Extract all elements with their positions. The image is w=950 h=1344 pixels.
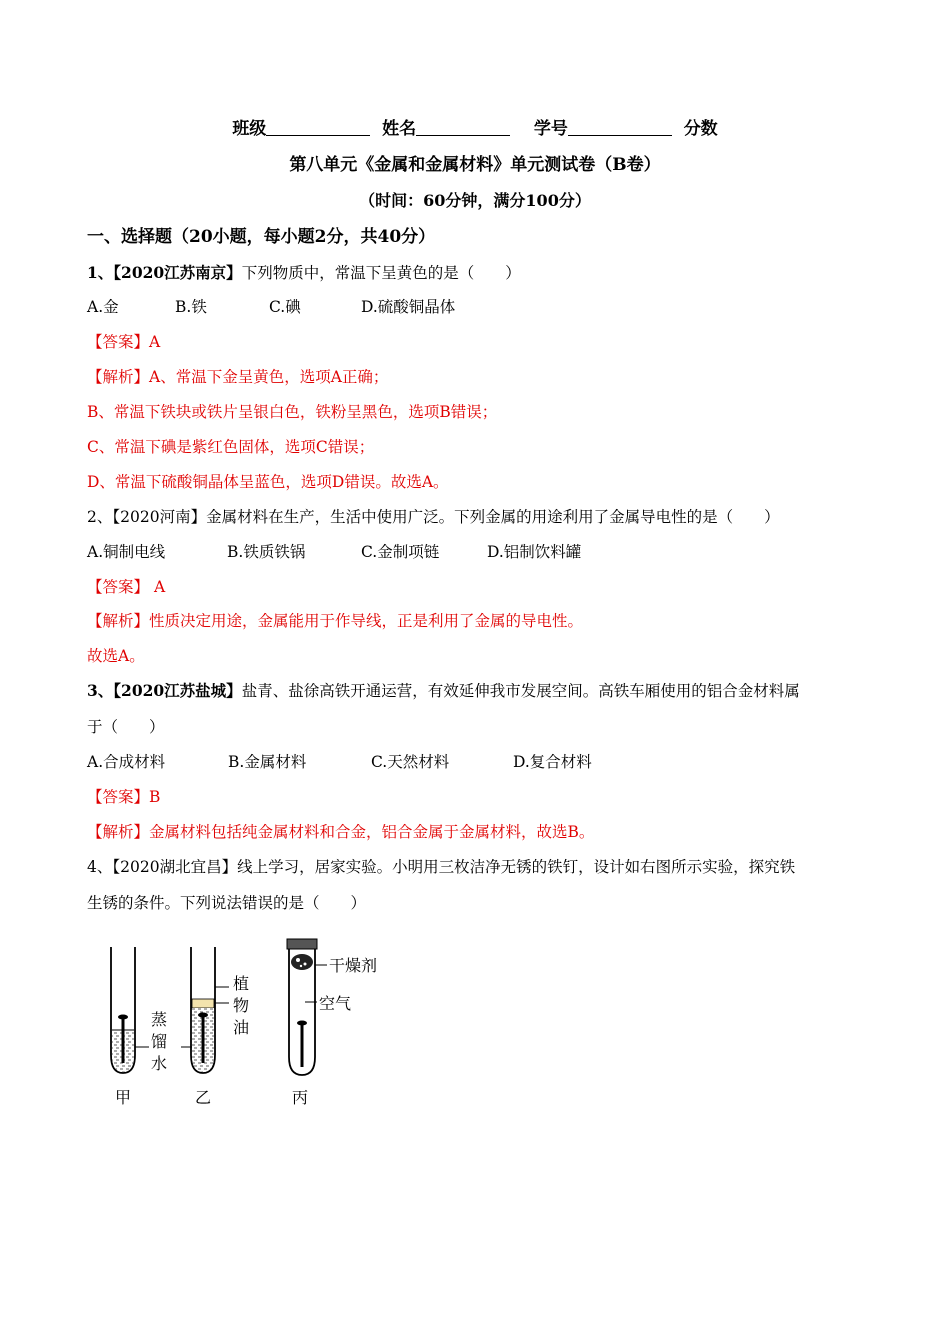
name-blank[interactable] [416, 119, 510, 136]
q1-answer [87, 331, 160, 353]
score-label: 分数 [683, 119, 718, 139]
tube-label-bing: 丙 [292, 1088, 309, 1107]
q1-answer-value: A [149, 333, 161, 351]
rust-experiment-figure [95, 935, 415, 1115]
q1-options [87, 296, 455, 318]
q1-option-a[interactable]: A.金 [87, 298, 119, 316]
q2-answer-label: 【答案】 [87, 578, 150, 596]
q3-analysis-label: 【解析】 [87, 823, 150, 841]
q2-options [87, 541, 581, 563]
label-oil-2: 物 [233, 996, 250, 1015]
q3-analysis [87, 821, 594, 843]
q3-stem-line1 [87, 680, 800, 702]
q2-analysis-text: 性质决定用途，金属能用于作导线，正是利用了金属的导电性。 [149, 612, 584, 630]
q3-option-d[interactable]: D.复合材料 [513, 753, 592, 771]
vegetable-oil-layer [192, 999, 214, 1008]
label-desiccant: 干燥剂 [329, 956, 378, 975]
q1-option-c[interactable]: C.碘 [269, 298, 301, 316]
q3-number: 3、 [87, 681, 114, 700]
q4-number: 4、 [87, 858, 113, 876]
page-title: 第八单元《金属和金属材料》单元测试卷（B卷） [289, 155, 661, 175]
q1-option-d[interactable]: D.硫酸铜晶体 [361, 298, 456, 316]
name-label: 姓名 [382, 119, 417, 139]
tube-label-jia: 甲 [115, 1088, 132, 1107]
q3-answer-value: B [149, 788, 161, 806]
q3-stem-line2: 于（ ） [87, 718, 165, 736]
q2-option-c[interactable]: C.金制项链 [361, 543, 440, 561]
q1-source: 【2020江苏南京】 [113, 263, 242, 282]
q3-answer-label: 【答案】 [87, 788, 150, 806]
q2-stem [87, 506, 780, 528]
q2-option-b[interactable]: B.铁质铁锅 [227, 543, 306, 561]
tube-bing [287, 939, 317, 1075]
q2-answer [87, 576, 165, 598]
q3-analysis-text: 金属材料包括纯金属材料和合金，铝合金属于金属材料，故选B。 [149, 823, 595, 841]
label-oil-1: 植 [233, 974, 250, 993]
q3-answer [87, 786, 160, 808]
q4-stem-line2: 生锈的条件。下列说法错误的是（ ） [87, 894, 367, 912]
q1-text: 下列物质中，常温下呈黄色的是（ ） [241, 264, 521, 282]
q3-text: 盐青、盐徐高铁开通运营，有效延伸我市发展空间。高铁车厢使用的铝合金材料属 [241, 682, 800, 700]
page-subtitle: （时间：60分钟，满分100分） [359, 191, 591, 210]
q1-analysis-text: A、常温下金呈黄色，选项A正确； [149, 368, 389, 386]
q2-option-a[interactable]: A.铜制电线 [87, 543, 166, 561]
q1-analysis-2: B、常温下铁块或铁片呈银白色，铁粉呈黑色，选项B错误； [87, 403, 498, 421]
q4-stem-line1 [87, 856, 795, 878]
rubber-stopper [287, 939, 317, 949]
q1-analysis-3: C、常温下碘是紫红色固体，选项C错误； [87, 438, 375, 456]
desiccant [291, 954, 313, 970]
id-label: 学号 [533, 119, 568, 139]
class-blank[interactable] [266, 119, 370, 136]
q1-option-b[interactable]: B.铁 [175, 298, 207, 316]
q4-text: 线上学习，居家实验。小明用三枚洁净无锈的铁钉，设计如右图所示实验，探究铁 [237, 858, 796, 876]
label-distilled-3: 水 [151, 1054, 168, 1073]
q2-answer-value: A [149, 578, 166, 596]
section-title: 一、选择题（20小题，每小题2分，共40分） [87, 227, 436, 247]
q1-stem [87, 262, 521, 284]
q1-number: 1、 [87, 263, 114, 282]
tube-label-yi: 乙 [195, 1088, 212, 1107]
q3-source: 【2020江苏盐城】 [113, 681, 242, 700]
q2-analysis [87, 610, 583, 632]
q3-option-c[interactable]: C.天然材料 [371, 753, 450, 771]
q2-conclusion: 故选A。 [87, 647, 145, 665]
q2-source: 【2020河南】 [112, 508, 207, 526]
q1-analysis-4: D、常温下硫酸铜晶体呈蓝色，选项D错误。故选A。 [87, 473, 449, 491]
q2-text: 金属材料在生产，生活中使用广泛。下列金属的用途利用了金属导电性的是（ ） [206, 508, 780, 526]
label-distilled-2: 馏 [151, 1032, 168, 1051]
q1-analysis-1 [87, 366, 388, 388]
label-distilled-1: 蒸 [151, 1010, 168, 1029]
q3-option-b[interactable]: B.金属材料 [228, 753, 307, 771]
q4-source: 【2020湖北宜昌】 [112, 858, 238, 876]
class-label: 班级 [232, 119, 267, 139]
q2-option-d[interactable]: D.铝制饮料罐 [487, 543, 582, 561]
q2-number: 2、 [87, 508, 113, 526]
q2-analysis-label: 【解析】 [87, 612, 150, 630]
label-air: 空气 [319, 994, 352, 1013]
q3-option-a[interactable]: A.合成材料 [87, 753, 166, 771]
q1-analysis-label: 【解析】 [87, 368, 150, 386]
student-info-line [0, 118, 950, 140]
q3-options [87, 751, 592, 773]
tube-jia [111, 947, 135, 1073]
label-oil-3: 油 [233, 1018, 250, 1037]
q1-answer-label: 【答案】 [87, 333, 150, 351]
tube-yi [191, 947, 215, 1073]
id-blank[interactable] [568, 119, 672, 136]
